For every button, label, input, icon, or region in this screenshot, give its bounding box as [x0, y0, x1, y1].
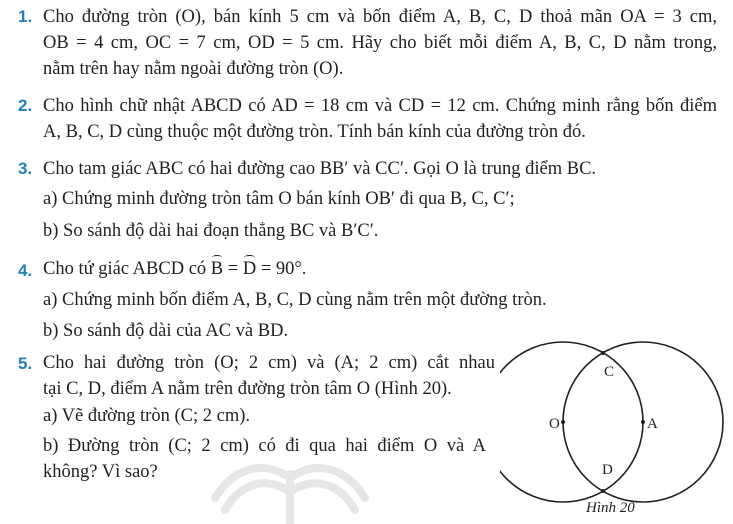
problem-5-line-1: Cho hai đường tròn (O; 2 cm) và (A; 2 cm) cắt nhau: [43, 353, 495, 373]
problem-1-line-1: Cho đường tròn (O), bán kính 5 cm và bốn điểm A, B, C, D thoả mãn OA = 3 cm,: [43, 7, 717, 27]
problem-3-number: 3.: [18, 159, 33, 178]
angle-d: D: [242, 259, 257, 279]
label-c: C: [604, 364, 615, 380]
problem-3-line-1: Cho tam giác ABC có hai đường cao BB′ và CC′. Gọi O là trung điểm BC.: [43, 159, 597, 179]
problem-4-line-1: [43, 258, 306, 280]
problem-4-part-b: b) So sánh độ dài của AC và BD.: [43, 321, 289, 341]
problem-3-part-b: b) So sánh độ dài hai đoạn thẳng BC và B′C′.: [43, 221, 379, 241]
figure-caption: Hình 20: [586, 500, 635, 516]
point-o: [561, 420, 565, 424]
problem-1-line-3: nằm trên hay nằm ngoài đường tròn (O).: [43, 59, 344, 79]
problem-4-intro: Cho tứ giác ABCD có: [43, 259, 207, 279]
circle-o: [500, 342, 643, 502]
problem-3-part-a: a) Chứng minh đường tròn tâm O bán kính OB′ đi qua B, C, C′;: [43, 189, 515, 209]
label-o: O: [549, 416, 560, 432]
label-a: A: [647, 416, 658, 432]
angle-equals: =: [227, 259, 239, 279]
point-c: [601, 351, 605, 355]
point-d: [601, 489, 605, 493]
problem-2-line-2: A, B, C, D cùng thuộc một đường tròn. Tính bán kính của đường tròn đó.: [43, 122, 586, 142]
problem-1-number: 1.: [18, 7, 33, 26]
point-a: [641, 420, 645, 424]
problem-5-line-2: tại C, D, điểm A nằm trên đường tròn tâm O (Hình 20).: [43, 379, 452, 399]
label-d: D: [602, 462, 613, 478]
problem-1-line-2: OB = 4 cm, OC = 7 cm, OD = 5 cm. Hãy cho biết mỗi điểm A, B, C, D nằm trong,: [43, 33, 717, 53]
problem-4-part-a: a) Chứng minh bốn điểm A, B, C, D cùng nằm trên một đường tròn.: [43, 290, 547, 310]
problem-5-part-b-line-2: không? Vì sao?: [43, 462, 158, 482]
figure-hinh-20: [500, 330, 730, 524]
problem-5-part-b-line-1: b) Đường tròn (C; 2 cm) có đi qua hai điểm O và A: [43, 436, 486, 456]
problem-5-number: 5.: [18, 354, 33, 373]
book-logo-watermark: [195, 458, 385, 524]
problem-4-number: 4.: [18, 261, 33, 280]
angle-b: B: [210, 259, 224, 279]
problem-2-number: 2.: [18, 96, 33, 115]
problem-2-line-1: Cho hình chữ nhật ABCD có AD = 18 cm và CD = 12 cm. Chứng minh rằng bốn điểm: [43, 96, 717, 116]
angle-value: = 90°.: [260, 259, 307, 279]
problem-5-part-a: a) Vẽ đường tròn (C; 2 cm).: [43, 406, 250, 426]
